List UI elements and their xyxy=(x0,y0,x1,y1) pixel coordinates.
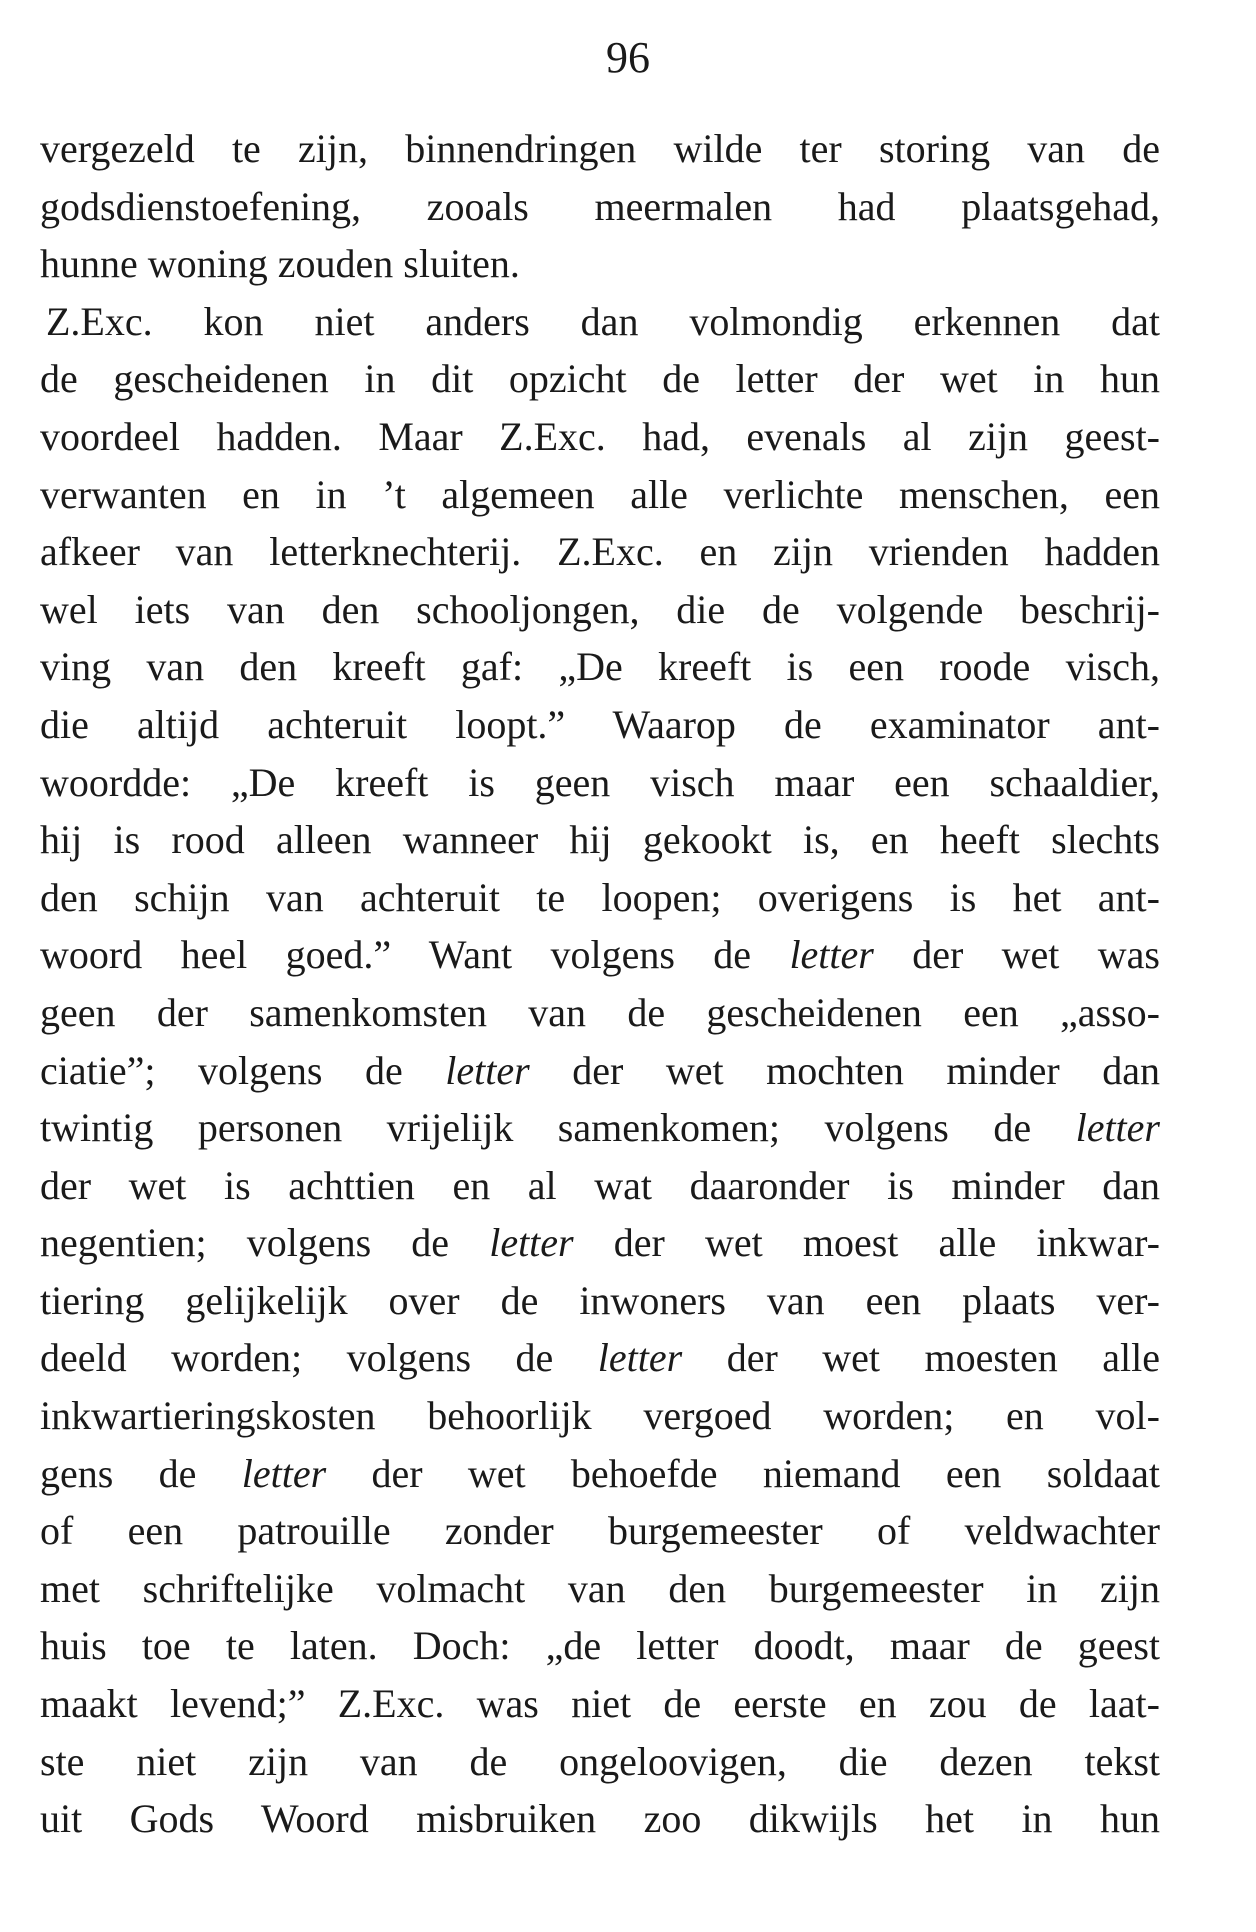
text-segment: wel iets van den schooljongen, die de volgende beschrij- xyxy=(40,586,1160,632)
text-line xyxy=(40,120,1160,178)
text-body xyxy=(40,120,1160,1848)
text-segment: deeld worden; volgens de xyxy=(40,1335,598,1381)
text-segment: of een patrouille zonder burgemeester of veldwachter xyxy=(40,1508,1160,1554)
text-segment: ste niet zijn van de ongeloovigen, die dezen tekst xyxy=(40,1738,1160,1784)
text-segment: voordeel hadden. Maar Z.Exc. had, evenals al zijn geest- xyxy=(40,413,1160,459)
text-line xyxy=(40,1329,1160,1387)
italic-word: letter xyxy=(789,932,874,978)
text-line xyxy=(40,581,1160,639)
text-line xyxy=(40,1099,1160,1157)
text-line xyxy=(40,178,1160,236)
text-segment: ving van den kreeft gaf: „De kreeft is een roode visch, xyxy=(40,644,1160,690)
text-segment: ciatie”; volgens de xyxy=(40,1047,446,1093)
text-line xyxy=(40,1617,1160,1675)
text-line xyxy=(40,869,1160,927)
text-line xyxy=(40,811,1160,869)
text-segment: hunne woning zouden sluiten. xyxy=(40,241,520,287)
text-segment: maakt levend;” Z.Exc. was niet de eerste en zou de laat- xyxy=(40,1681,1160,1727)
text-segment: der wet moesten alle xyxy=(682,1335,1160,1381)
italic-word: letter xyxy=(489,1220,574,1266)
text-segment: negentien; volgens de xyxy=(40,1220,490,1266)
text-segment: afkeer van letterknechterij. Z.Exc. en zijn vrienden hadden xyxy=(40,529,1160,575)
text-segment: der wet behoefde niemand een soldaat xyxy=(326,1450,1161,1496)
text-line xyxy=(40,1675,1160,1733)
text-segment: hij is rood alleen wanneer hij gekookt is, en heeft slechts xyxy=(40,817,1160,863)
text-segment: der wet mochten minder dan xyxy=(529,1047,1161,1093)
text-line xyxy=(40,1445,1160,1503)
text-line xyxy=(40,1502,1160,1560)
text-line xyxy=(40,926,1160,984)
text-segment: verwanten en in ’t algemeen alle verlichte menschen, een xyxy=(40,471,1160,517)
text-line xyxy=(40,1790,1160,1848)
text-line xyxy=(40,638,1160,696)
text-segment: vergezeld te zijn, binnendringen wilde ter storing van de xyxy=(40,126,1160,171)
text-line xyxy=(40,1560,1160,1618)
text-segment: woordde: „De kreeft is geen visch maar een schaaldier, xyxy=(40,759,1160,805)
text-line xyxy=(40,293,1160,351)
text-segment: uit Gods Woord misbruiken zoo dikwijls het in hun xyxy=(40,1796,1160,1842)
text-segment: inkwartieringskosten behoorlijk vergoed worden; en vol- xyxy=(40,1393,1160,1439)
text-line xyxy=(40,350,1160,408)
text-segment: geen der samenkomsten van de gescheidenen een „asso- xyxy=(40,989,1160,1035)
text-line xyxy=(40,1272,1160,1330)
text-line xyxy=(40,696,1160,754)
text-segment: die altijd achteruit loopt.” Waarop de examinator ant- xyxy=(40,701,1160,747)
text-line xyxy=(40,984,1160,1042)
text-line xyxy=(40,466,1160,524)
text-segment: Z.Exc. kon niet anders dan volmondig erkennen dat xyxy=(46,298,1160,344)
text-segment: der wet is achttien en al wat daaronder is minder dan xyxy=(40,1162,1160,1208)
text-line xyxy=(40,1042,1160,1100)
text-segment: der wet moest alle inkwar- xyxy=(573,1220,1161,1266)
text-segment: huis toe te laten. Doch: „de letter doodt, maar de geest xyxy=(40,1623,1160,1669)
text-segment: tiering gelijkelijk over de inwoners van een plaats ver- xyxy=(40,1277,1160,1323)
text-segment: met schriftelijke volmacht van den burgemeester in zijn xyxy=(40,1565,1160,1611)
page-number: 96 xyxy=(606,33,650,82)
text-line xyxy=(40,408,1160,466)
text-segment: den schijn van achteruit te loopen; overigens is het ant- xyxy=(40,874,1160,920)
text-segment: woord heel goed.” Want volgens de xyxy=(40,932,790,978)
text-segment: twintig personen vrijelijk samenkomen; volgens de xyxy=(40,1105,1076,1151)
text-segment: der wet was xyxy=(873,932,1160,978)
text-segment: de gescheidenen in dit opzicht de letter der wet in hun xyxy=(40,356,1160,402)
text-line xyxy=(40,1387,1160,1445)
text-segment: godsdienstoefening, zooals meermalen had plaatsgehad, xyxy=(40,183,1160,229)
text-line xyxy=(40,235,1160,293)
text-line xyxy=(40,1214,1160,1272)
italic-word: letter xyxy=(241,1450,327,1496)
text-line xyxy=(40,1733,1160,1791)
italic-word: letter xyxy=(597,1335,683,1381)
text-line xyxy=(40,1157,1160,1215)
italic-word: letter xyxy=(1075,1105,1160,1151)
italic-word: letter xyxy=(445,1047,530,1093)
text-segment: gens de xyxy=(40,1450,242,1496)
text-line xyxy=(40,523,1160,581)
text-line xyxy=(40,754,1160,812)
